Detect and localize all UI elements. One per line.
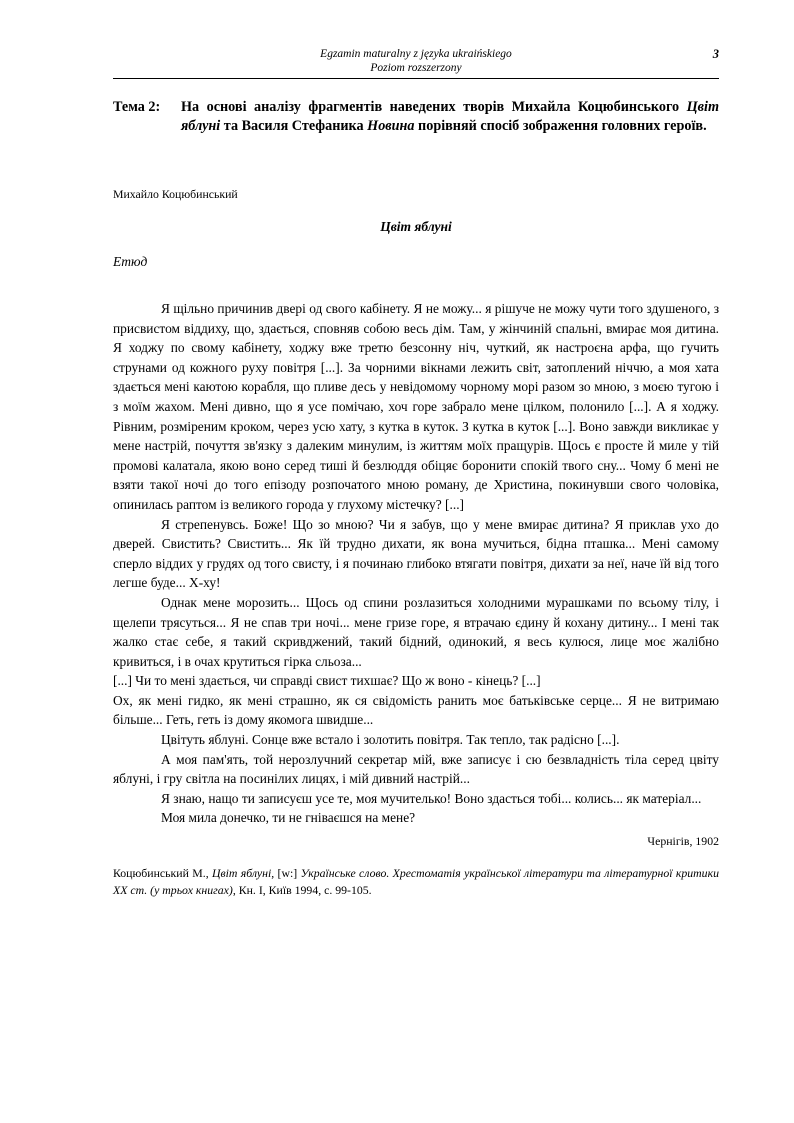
paragraph: [...] Чи то мені здається, чи справді свист тихшає? Що ж воно - кінець? [...] [113, 673, 541, 689]
citation-title: Цвіт яблуні [212, 866, 272, 880]
citation-details: , Кн. І, Київ 1994, с. 99-105. [232, 883, 372, 897]
paragraph: Однак мене морозить... Щось од спини розлазиться холодними мурашками по всьому тілу, і щелепи трясуться... Я не спав три ночі... мене гризе горе, я втрачаю єдину й кохану дитину... І мені так жалко стає себе, я такий скривджений, такий бідний, одинокий, я весь кулюся, лице моє жалібно кривиться, і в очах крутиться гірка сльоза... [113, 594, 719, 669]
header-exam-name: Egzamin maturalny z języka ukraińskiego [320, 48, 512, 60]
excerpt-text [113, 299, 719, 828]
paragraph: Цвітуть яблуні. Сонце вже встало і золотить повітря. Так тепло, так радісно [...]. [161, 732, 620, 748]
paragraph: Моя мила донечко, ти не гніваєшся на мене? [161, 810, 416, 826]
paragraph: А моя пам'ять, той нерозлучний секретар мій, вже записує і сю безвладність тіла серед цвіту яблуні, і гру світла на посинілих лицях, і мій дивний настрій... [113, 751, 719, 787]
page-number: 3 [712, 47, 719, 61]
paragraph: Я щільно причинив двері од свого кабінету. Я не можу... я рішуче не можу чути того здушеного, з присвистом віддиху, що, здається, сповняв собою весь дім. Там, у жінчиній спальні, вмирає моя дитина. Я ходжу по свому кабінету, ходжу вже третю безсонну ніч, чуткий, як настроєна арфа, що гучить струнами од кожного руху повітря [...]. За чорними вікнами лежить світ, затоплений ніччю, а моя хата здається мені каютою корабля, що пливе десь у невідомому чорному морі разом зо мною, з моєю тугою і з моїм жахом. Мені дивно, що я усе помічаю, хоч горе забрало мене цілком, полонило [...]. А я ходжу. Рівним, розміреним кроком, через усю хату, з кутка в куток. З кутка в куток [...]. Воно завжди викликає у мене настрій, почуття зв'язку з далеким минулим, із життям моїх пращурів. Щось є просте й миле у тій промові калатала, якою воно серед тиші й безлюддя обіцяє боронити спокій твого сну... Чому б мені не взяти такої ночі до того епізоду розпочатого мною роману, де Христина, покинувши свого чоловіка, опинилась раптом із великого города у глухому містечку? [...] [113, 301, 719, 512]
topic-work-title-2: Новина [367, 117, 415, 134]
topic-block [113, 98, 719, 135]
header-title [113, 47, 719, 75]
citation-source: Українське слово. Хрестоматія української літератури та літературної критики ХХ ст. (у трьох книгах) [113, 866, 719, 897]
topic-label: Тема 2: [113, 99, 161, 115]
work-title: Цвіт яблуні [380, 219, 452, 234]
work-subtitle: Етюд [113, 254, 148, 269]
topic-text-part3: порівняй спосіб зображення головних героїв. [414, 117, 707, 134]
header-level: Poziom rozszerzony [370, 62, 462, 74]
place-date: Чернігів, 1902 [647, 834, 719, 848]
topic-text [181, 98, 719, 135]
paragraph: Ох, як мені гидко, як мені страшно, як ся свідомість ранить моє батьківське серце... Я не витримаю більше... Геть, геть із дому якомога швидше... [113, 692, 719, 728]
author-name: Михайло Коцюбинський [113, 187, 238, 201]
header-divider [113, 78, 719, 79]
paragraph: Я стрепенувсь. Боже! Що зо мною? Чи я забув, що у мене вмирає дитина? Я приклав ухо до дверей. Свистить? Свистить... Як їй трудно дихати, як вона мучиться, бідна пташка... Мені самому сперло віддих у грудях од того свисту, і я починаю глибоко втягати повітря, дихати за неї, наче їй від того легше буде... Х-ху! [113, 516, 719, 591]
citation-in: , [w:] [271, 866, 301, 880]
page-header [113, 47, 719, 79]
citation-author: Коцюбинський М., [113, 866, 212, 880]
topic-text-part2: та Василя Стефаника [220, 117, 368, 134]
topic-text-part1: На основі аналізу фрагментів наведених творів Михайла Коцюбинського [181, 99, 687, 115]
paragraph: Я знаю, нащо ти записуєш усе те, моя мучителько! Воно здасться тобі... колись... як матеріал... [161, 790, 702, 806]
topic-work-title-1: Цвіт яблуні [181, 99, 719, 134]
source-citation [113, 865, 719, 899]
